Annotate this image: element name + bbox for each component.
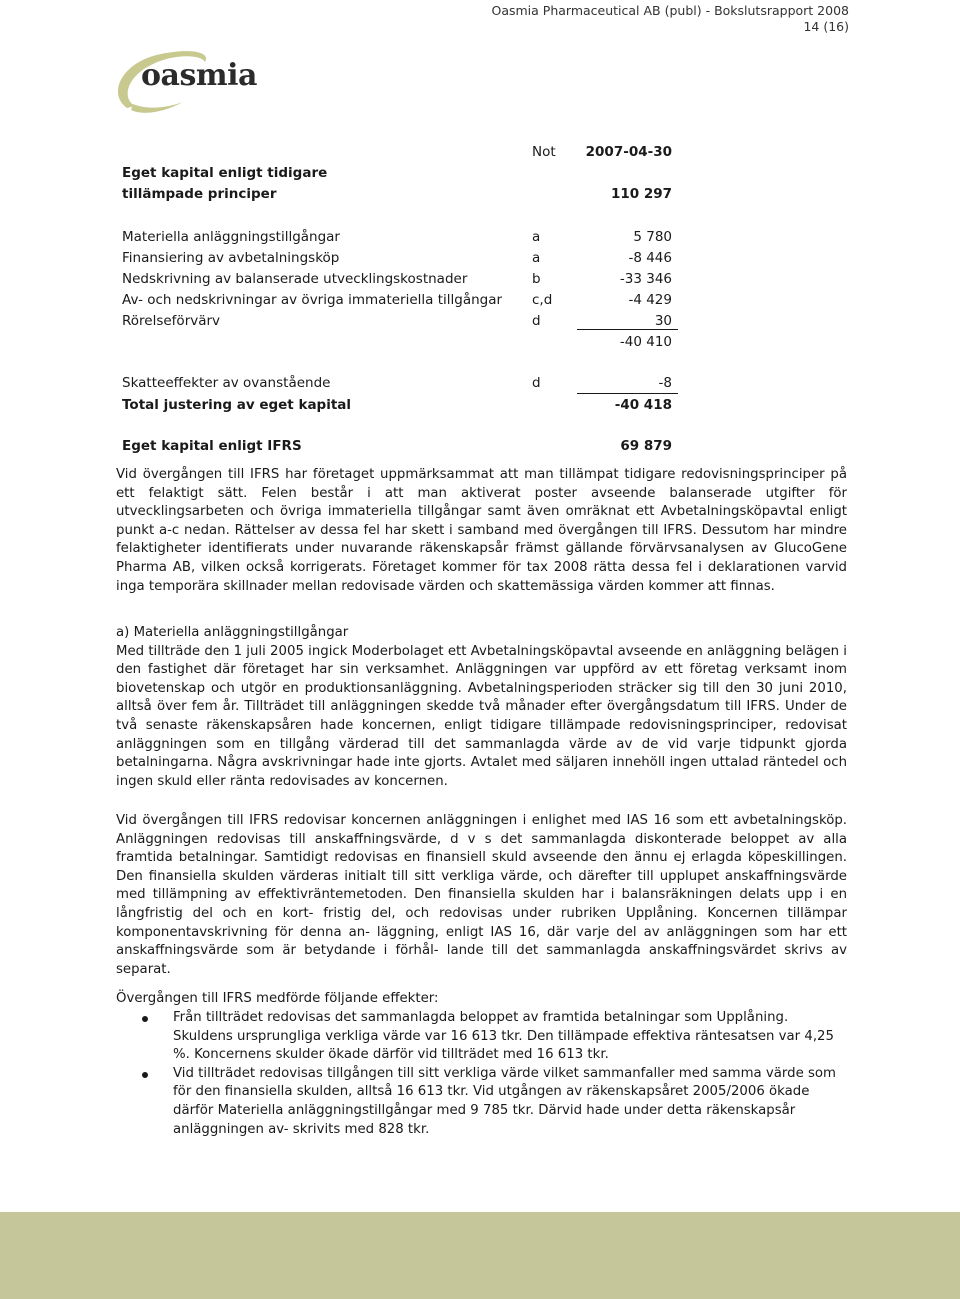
paragraph-text: Övergången till IFRS medförde följande effekter: bbox=[116, 991, 439, 1006]
subtotal-value: -40 410 bbox=[619, 334, 672, 350]
table-header-row bbox=[122, 142, 682, 162]
row-note: c,d bbox=[532, 292, 553, 308]
col-note-header: Not bbox=[532, 144, 556, 160]
table-row bbox=[122, 227, 682, 247]
opening-row bbox=[122, 184, 682, 204]
footer-bar bbox=[0, 1212, 960, 1299]
row-label: Av- och nedskrivningar av övriga immateriella tillgångar bbox=[122, 292, 503, 308]
row-note: d bbox=[532, 313, 541, 329]
bullet-icon bbox=[142, 1016, 148, 1022]
total-rule bbox=[577, 393, 678, 394]
table-row bbox=[122, 290, 682, 310]
effects-intro bbox=[116, 990, 847, 1009]
table-row bbox=[122, 248, 682, 268]
section-heading: a) Materiella anläggningstillgångar bbox=[116, 625, 349, 640]
tax-value: -8 bbox=[658, 375, 672, 391]
row-value: 30 bbox=[654, 313, 672, 329]
row-value: -4 429 bbox=[628, 292, 672, 308]
row-note: a bbox=[532, 229, 541, 245]
section-tangible-assets bbox=[116, 624, 847, 791]
tax-note: d bbox=[532, 375, 541, 391]
total-adjustment-value: -40 418 bbox=[614, 397, 672, 413]
effects-list bbox=[116, 1009, 847, 1139]
tax-row bbox=[122, 373, 682, 393]
paragraph-text: Med tillträde den 1 juli 2005 ingick Moderbolaget ett Avbetalningsköpavtal avseende en anläggning belägen i den fastighet där företaget har sin verksamhet. Anläggningen var uppförd av ett företag verksamt inom biovetenskap och utgör en produktionsanläggning. Avbetalningsperioden sträcker sig till den 30 juni 2010, alltså över fem år. Tillträdet till anläggningen skedde två månader efter övergångsdatum till IFRS. Under de två senaste räkenskapsåren hade koncernen, enligt tidigare tillämpade redovisningsprinciper, redovisat anläggningen som en tillgång värderad till det sammanlagda värde av de vid varje tidpunkt gjorda betalningarna. Några avskrivningar hade inte gjorts. Avtalet med säljaren innehöll ingen uttalad räntedel och ingen skuld eller ränta redovisades av koncernen. bbox=[116, 643, 847, 789]
total-adjustment-label: Total justering av eget kapital bbox=[122, 397, 352, 413]
subtotal-row bbox=[122, 332, 682, 352]
row-value: -8 446 bbox=[628, 250, 672, 266]
list-item bbox=[116, 1065, 847, 1139]
ifrs-equity-row bbox=[122, 436, 682, 456]
company-logo bbox=[113, 46, 283, 118]
ifrs-equity-label: Eget kapital enligt IFRS bbox=[122, 438, 302, 454]
paragraph-ifrs-errors bbox=[116, 466, 847, 596]
list-item bbox=[116, 1009, 847, 1065]
row-label: Finansiering av avbetalningsköp bbox=[122, 250, 340, 266]
report-title: Oasmia Pharmaceutical AB (publ) - Bokslutsrapport 2008 bbox=[491, 3, 849, 18]
table-row bbox=[122, 311, 682, 331]
row-label: Rörelseförvärv bbox=[122, 313, 221, 329]
opening-label-row bbox=[122, 163, 682, 183]
ifrs-equity-value: 69 879 bbox=[620, 438, 672, 454]
bullet-icon bbox=[142, 1072, 148, 1078]
row-value: -33 346 bbox=[619, 271, 672, 287]
row-label: Nedskrivning av balanserade utvecklingskostnader bbox=[122, 271, 468, 287]
paragraph-text: Vid övergången till IFRS har företaget uppmärksammat att man tillämpat tidigare redovisningsprinciper på ett felaktigt sätt. Felen består i att man aktiverat poster avseende balanserade utgifter för utvecklingsarbeten och övriga immateriella tillgångar samt även omräknat ett Avbetalningsköpavtal enligt punkt a-c nedan. Rättelser av dessa fel har skett i samband med övergången till IFRS. Dessutom har mindre felaktigheter identifierats under nuvarande räkenskapsår främst gällande förvärvsanalysen av GlucoGene Pharma AB, vilken också korrigerats. Företaget kommer för tax 2008 rätta dessa fel i deklarationen varvid inga temporära skillnader mellan redovisade värden och skattemässiga värden kommer att finnas. bbox=[116, 467, 847, 594]
paragraph-text: Vid övergången till IFRS redovisar koncernen anläggningen i enlighet med IAS 16 som ett avbetalningsköp. Anläggningen redovisas till anskaffningsvärde, d v s det sammanlagda diskonterade beloppet av alla framtida betalningar. Samtidigt redovisas en finansiell skuld avseende den ännu ej erlagda köpeskillingen. Den finansiella skulden värderas initialt till sitt verkliga värde, och därefter till upplupet anskaffningsvärde med tillämpning av effektivräntemetoden. Den finansiella skulden har i balansräkningen delats upp i en långfristig del och en kort- fristig del, och redovisas under rubriken Upplåning. Koncernen tillämpar komponentavskrivning för denna an- läggning, enligt IAS 16, där varje del av anläggningen som har ett anskaffningsvärde som är betydande i förhål- lande till det sammanlagda anskaffningsvärdet skrivs av separat. bbox=[116, 813, 847, 977]
total-adjustment-row bbox=[122, 395, 682, 415]
paragraph-ias16 bbox=[116, 812, 847, 979]
page-number: 14 (16) bbox=[803, 19, 849, 34]
table-row bbox=[122, 269, 682, 289]
logo-wordmark: oasmia bbox=[141, 58, 257, 93]
row-note: a bbox=[532, 250, 541, 266]
opening-label-2: tillämpade principer bbox=[122, 186, 277, 202]
tax-label: Skatteeffekter av ovanstående bbox=[122, 375, 331, 391]
opening-value: 110 297 bbox=[610, 186, 672, 202]
row-note: b bbox=[532, 271, 541, 287]
row-value: 5 780 bbox=[633, 229, 672, 245]
opening-label-1: Eget kapital enligt tidigare bbox=[122, 165, 328, 181]
list-item-text: Från tillträdet redovisas det sammanlagda beloppet av framtida betalningar som Upplåning. Skuldens ursprungliga verkliga värde var 16 613 tkr. Den tillämpade effektiva räntesatsen var 4,25 %. Koncernens skulder ökade därför vid tillträdet med 16 613 tkr. bbox=[173, 1010, 834, 1063]
row-label: Materiella anläggningstillgångar bbox=[122, 229, 340, 245]
col-date-header: 2007-04-30 bbox=[585, 144, 672, 160]
page-header bbox=[491, 3, 849, 35]
subtotal-rule bbox=[577, 329, 678, 330]
list-item-text: Vid tillträdet redovisas tillgången till sitt verkliga värde vilket sammanfaller med samma värde som för den finansiella skulden, alltså 16 613 tkr. Vid utgången av räkenskapsåret 2005/2006 ökade därför Materiella anläggningstillgångar med 9 785 tkr. Därvid hade under detta räkenskapsår anläggningen av- skrivits med 828 tkr. bbox=[173, 1065, 837, 1137]
